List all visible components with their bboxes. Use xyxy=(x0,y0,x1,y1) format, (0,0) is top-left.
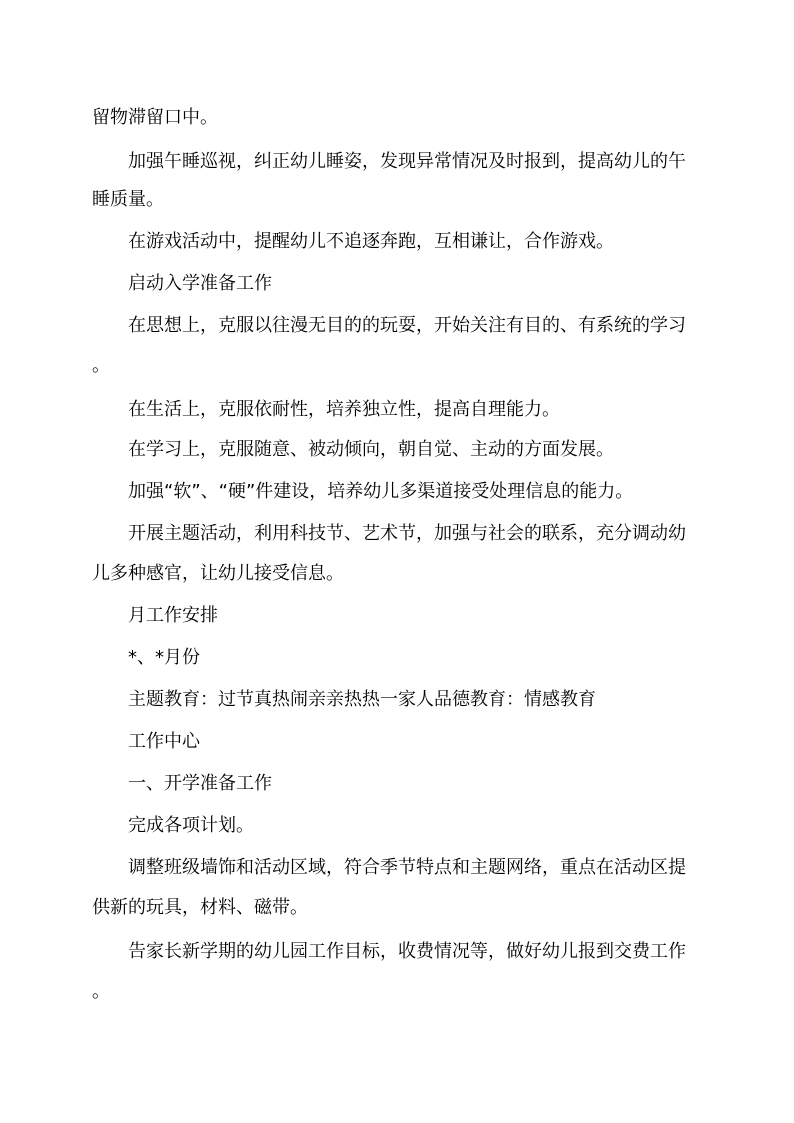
paragraph-line: 。 xyxy=(92,981,110,1002)
paragraph-line: 在学习上，克服随意、被动倾向，朝自觉、主动的方面发展。 xyxy=(128,439,614,460)
paragraph-line: 加强午睡巡视，纠正幼儿睡姿，发现异常情况及时报到，提高幼儿的午 xyxy=(128,151,686,172)
paragraph-line: 完成各项计划。 xyxy=(128,815,254,836)
paragraph-line: 儿多种感官，让幼儿接受信息。 xyxy=(92,563,344,584)
section-heading: 月工作安排 xyxy=(128,605,218,626)
section-heading: 启动入学准备工作 xyxy=(128,273,272,294)
section-heading: 工作中心 xyxy=(128,731,200,752)
paragraph-line: 供新的玩具，材料、磁带。 xyxy=(92,897,308,918)
paragraph-line: 留物滞留口中。 xyxy=(92,107,218,128)
paragraph-line: *、*月份 xyxy=(128,647,200,668)
paragraph-line: 在游戏活动中，提醒幼儿不追逐奔跑，互相谦让，合作游戏。 xyxy=(128,231,614,252)
paragraph-line: 调整班级墙饰和活动区域，符合季节特点和主题网络，重点在活动区提 xyxy=(128,857,686,878)
paragraph-line: 在思想上，克服以往漫无目的的玩耍，开始关注有目的、有系统的学习 xyxy=(128,315,686,336)
paragraph-line: 在生活上，克服依耐性，培养独立性，提高自理能力。 xyxy=(128,399,560,420)
paragraph-line: 。 xyxy=(92,355,110,376)
paragraph-line: 加强“软”、“硬”件建设，培养幼儿多渠道接受处理信息的能力。 xyxy=(128,481,634,502)
paragraph-line: 告家长新学期的幼儿园工作目标，收费情况等，做好幼儿报到交费工作 xyxy=(128,941,686,962)
paragraph-line: 主题教育：过节真热闹亲亲热热一家人品德教育：情感教育 xyxy=(128,689,596,710)
section-heading: 一、开学准备工作 xyxy=(128,773,272,794)
paragraph-line: 睡质量。 xyxy=(92,189,164,210)
paragraph-line: 开展主题活动，利用科技节、艺术节，加强与社会的联系，充分调动幼 xyxy=(128,523,686,544)
